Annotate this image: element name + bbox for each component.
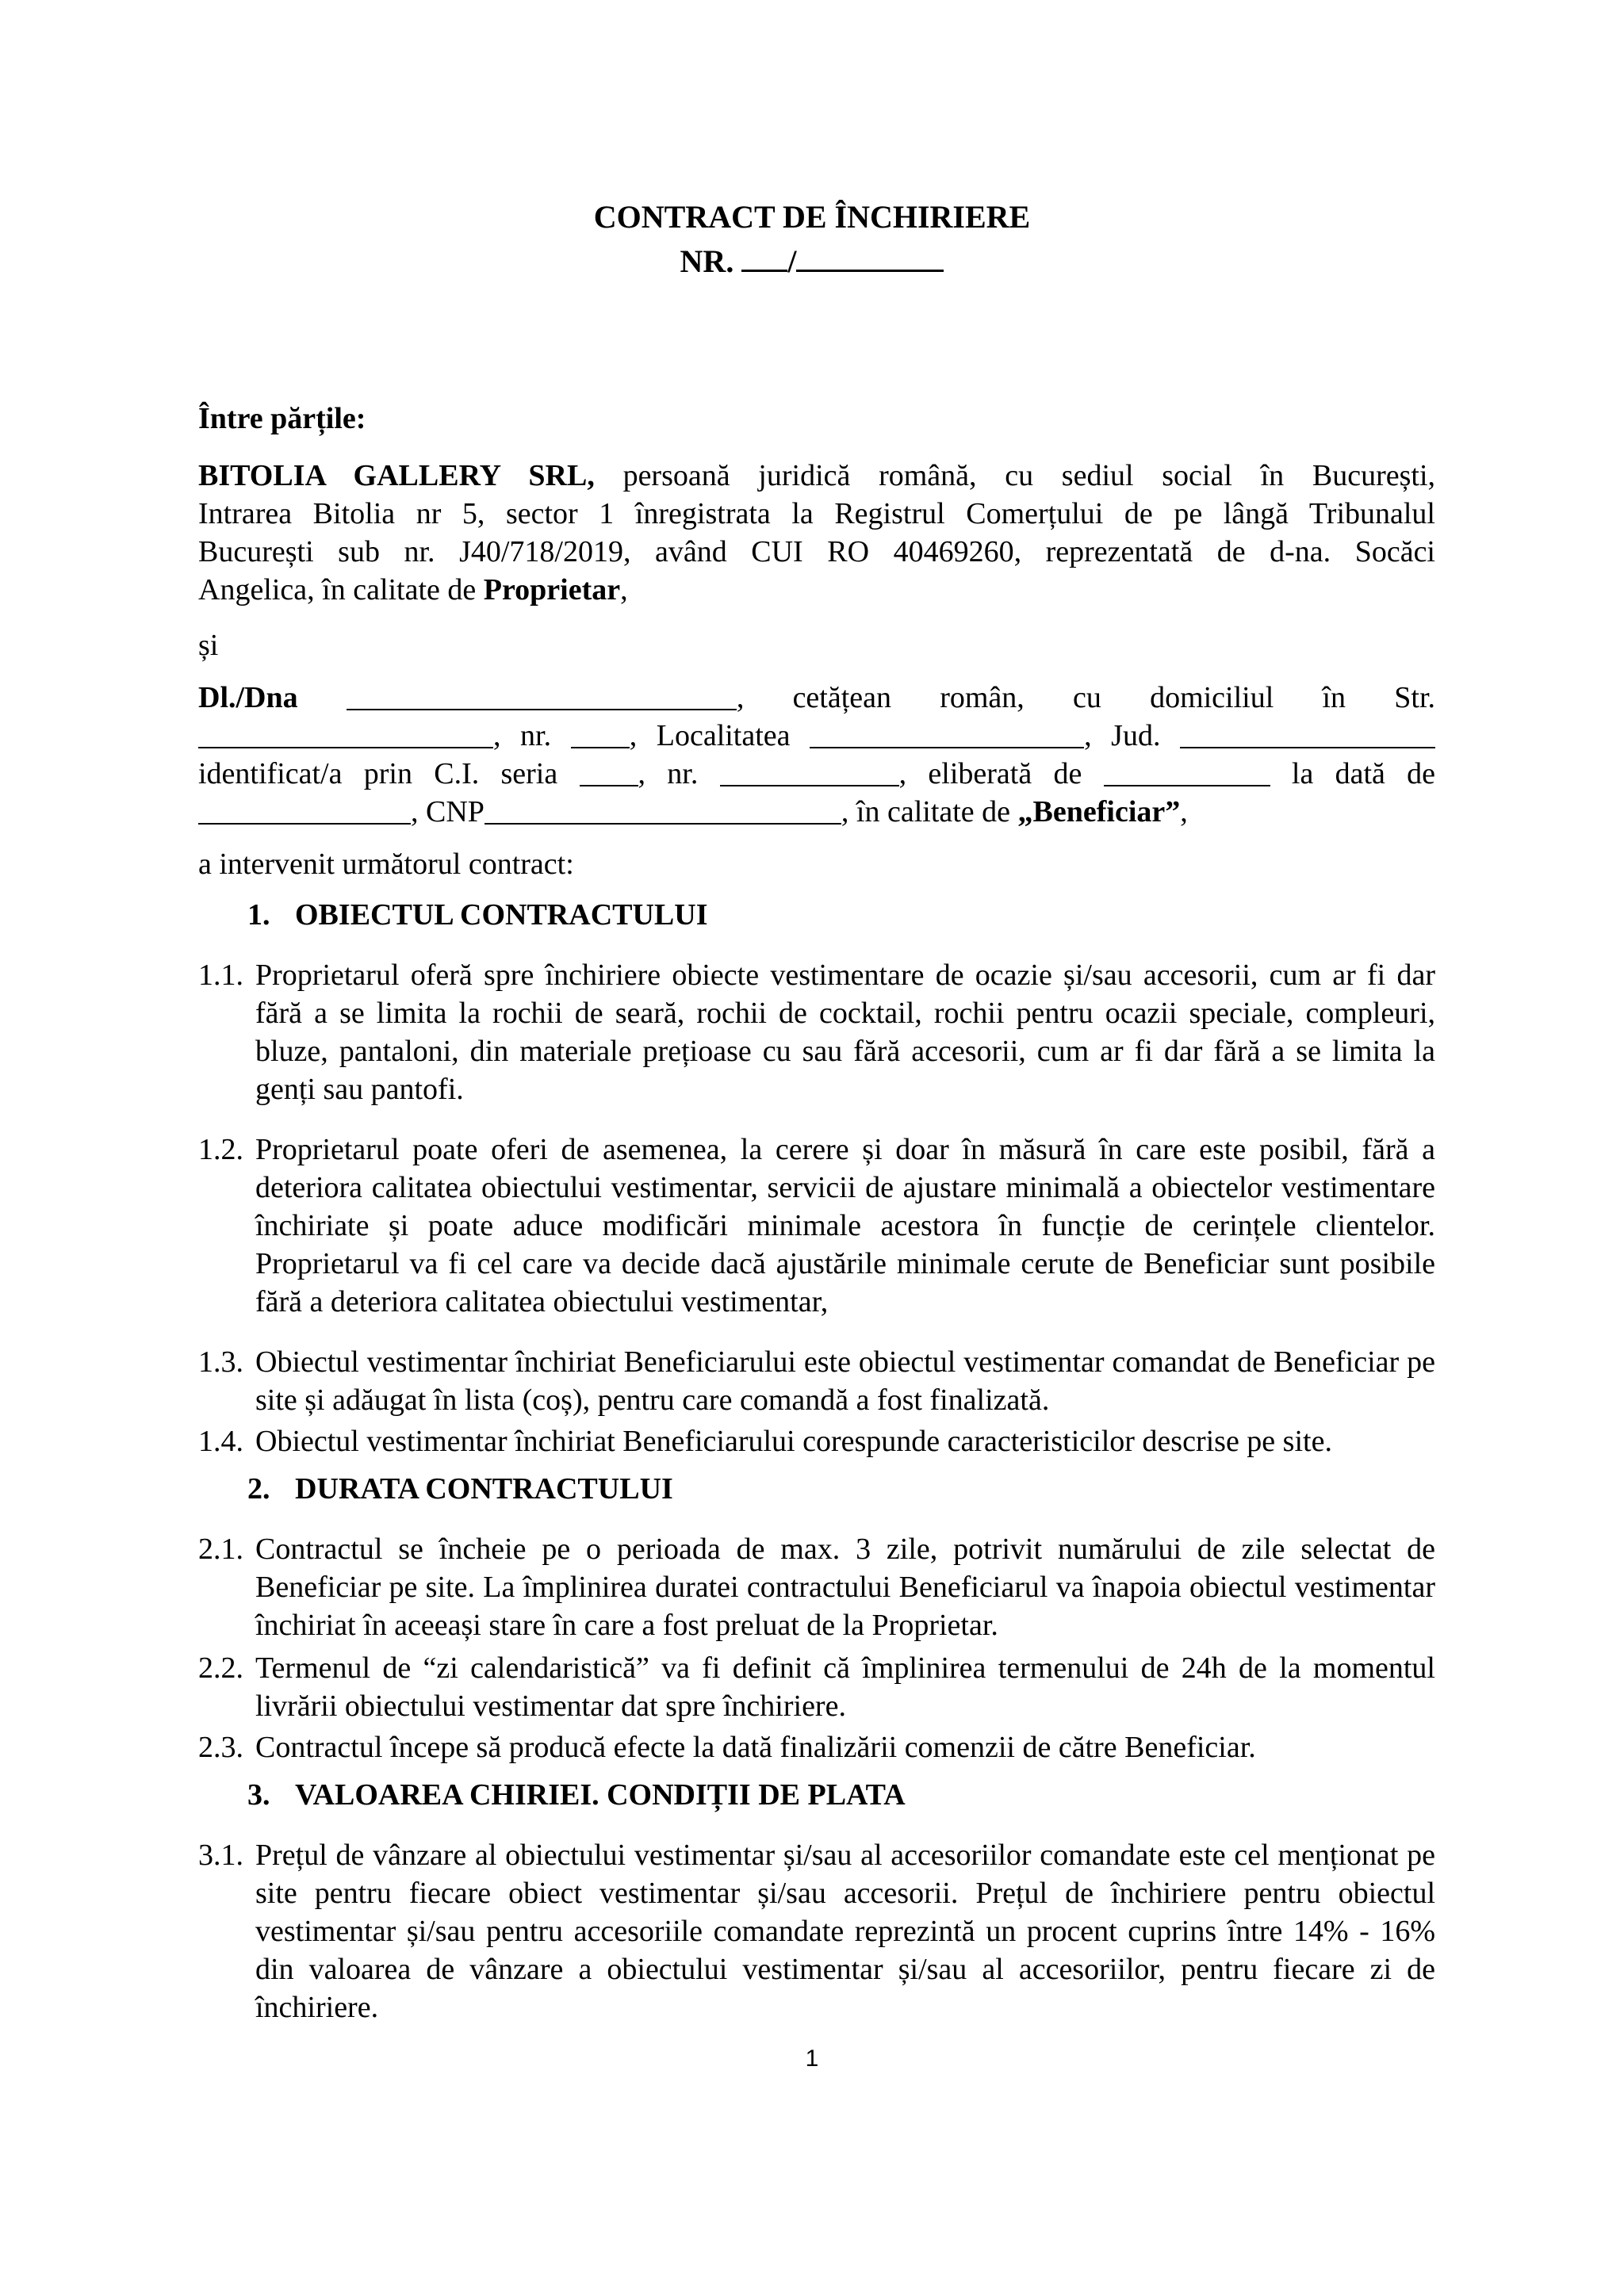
company-paragraph: BITOLIA GALLERY SRL, persoană juridică română, cu sediul social în București, Intrarea Bitolia nr 5, sector 1 înregistrata la Registrul Comerțului de pe lângă Tribunalul București sub nr. J40/718/2019, având CUI RO 40469260, reprezentată de d-na. Socăci Angelica, în calitate de Proprietar, — [198, 459, 1436, 607]
clause-2-2: 2.2. Termenul de “zi calendaristică” va fi definit că împlinirea termenului de 24h de la momentul livrării obiectului vestimentar dat spre închiriere. — [198, 1651, 1435, 1723]
contract-number-label: NR. — [680, 243, 734, 279]
clause-1-4: 1.4. Obiectul vestimentar închiriat Beneficiarului corespunde caracteristicilor descrise pe site. — [198, 1425, 1332, 1458]
person-role: „Beneficiar” — [1017, 795, 1181, 828]
person-paragraph: Dl./Dna , cetățean român, cu domiciliul în Str. , nr. , Localitatea , Jud. identificat/a prin C.I. seria , nr. , eliberată de la dată de , CNP , în calitate de „Beneficiar”, — [198, 681, 1436, 828]
cnp-blank — [485, 796, 841, 825]
locality-blank — [810, 720, 1084, 748]
id-number-blank — [720, 758, 899, 786]
clause-3-1: 3.1. Prețul de vânzare al obiectului vestimentar și/sau al accesoriilor comandate este cel menționat pe site pentru fiecare obiect vestimentar și/sau accesorii. Prețul de închiriere pentru obiectul vestimentar și/sau pentru accesoriile comandate reprezintă un procent cuprins între 14% - 16% din valoarea de vânzare a obiectului vestimentar și/sau al accesoriilor, pentru fiecare zi de închiriere. — [198, 1839, 1435, 2024]
company-text-2: Intrarea Bitolia nr 5, sector 1 înregistrata la Registrul Comerțului de pe lângă Tribunalul — [198, 497, 1435, 530]
clause-1-3: 1.3. Obiectul vestimentar închiriat Beneficiarului este obiectul vestimentar comandat de Beneficiar pe site și adăugat în lista (coș), pentru care comandă a fost finalizată. — [198, 1345, 1435, 1417]
company-text-1: persoană juridică română, cu sediul social în București, — [622, 459, 1436, 492]
section-heading-1: 1. OBIECTUL CONTRACTULUI — [247, 898, 708, 932]
issued-by-blank — [1104, 758, 1270, 786]
clause-1-1: 1.1. Proprietarul oferă spre închiriere obiecte vestimentare de ocazie și/sau accesorii, cum ar fi dar fără a se limita la rochii de seară, rochii de cocktail, rochii pentru ocazii speciale, compleuri, bluze, pantaloni, din materiale prețioase cu sau fără accesorii, cum ar fi dar fără a se limita la genți sau pantofi. — [198, 959, 1435, 1106]
document-title — [0, 195, 1624, 284]
person-name-blank — [347, 682, 737, 710]
person-label: Dl./Dna — [198, 681, 298, 714]
company-text-3: București sub nr. J40/718/2019, având CUI RO 40469260, reprezentată de d-na. Socăci — [198, 535, 1435, 568]
street-blank — [198, 720, 493, 748]
street-number-blank — [571, 720, 630, 748]
id-series-blank — [580, 758, 638, 786]
contract-date-blank — [796, 241, 944, 272]
contract-number-blank — [741, 241, 787, 272]
contract-number: NR. / — [0, 239, 1624, 284]
issue-date-blank — [198, 796, 411, 825]
county-blank — [1180, 720, 1435, 748]
and-conjunction: și — [198, 629, 219, 662]
section-heading-2: 2. DURATA CONTRACTULUI — [247, 1472, 673, 1506]
page-number: 1 — [805, 2045, 819, 2072]
person-line1-rest: , cetățean român, cu domiciliul în Str. — [736, 681, 1436, 714]
company-name: BITOLIA GALLERY SRL, — [198, 459, 595, 492]
contract-title: CONTRACT DE ÎNCHIRIERE — [593, 199, 1031, 235]
clause-2-1: 2.1. Contractul se încheie pe o perioada de max. 3 zile, potrivit numărului de zile selectat de Beneficiar pe site. La împlinirea duratei contractului Beneficiarul va înapoia obiectul vestimentar închiriat în aceeași stare în care a fost preluat de la Proprietar. — [198, 1533, 1435, 1642]
clause-1-2: 1.2. Proprietarul poate oferi de asemenea, la cerere și doar în măsură în care este posibil, fără a deteriora calitatea obiectului vestimentar, servicii de ajustare minimală a obiectelor vestimentare închiriate și poate aduce modificări minimale acestora în funcție de cerințele clientelor. Proprietarul va fi cel care va decide dacă ajustările minimale cerute de Beneficiar sunt posibile fără a deteriora calitatea obiectului vestimentar, — [198, 1133, 1435, 1318]
company-role: Proprietar — [483, 573, 621, 607]
closing-text: a intervenit următorul contract: — [198, 848, 574, 881]
parties-heading: Între părțile: — [198, 402, 366, 435]
company-text-4: Angelica, în calitate de — [198, 573, 484, 607]
section-heading-3: 3. VALOAREA CHIRIEI. CONDIȚII DE PLATA — [247, 1778, 906, 1812]
clause-2-3: 2.3. Contractul începe să producă efecte la dată finalizării comenzii de către Beneficiar. — [198, 1731, 1256, 1764]
